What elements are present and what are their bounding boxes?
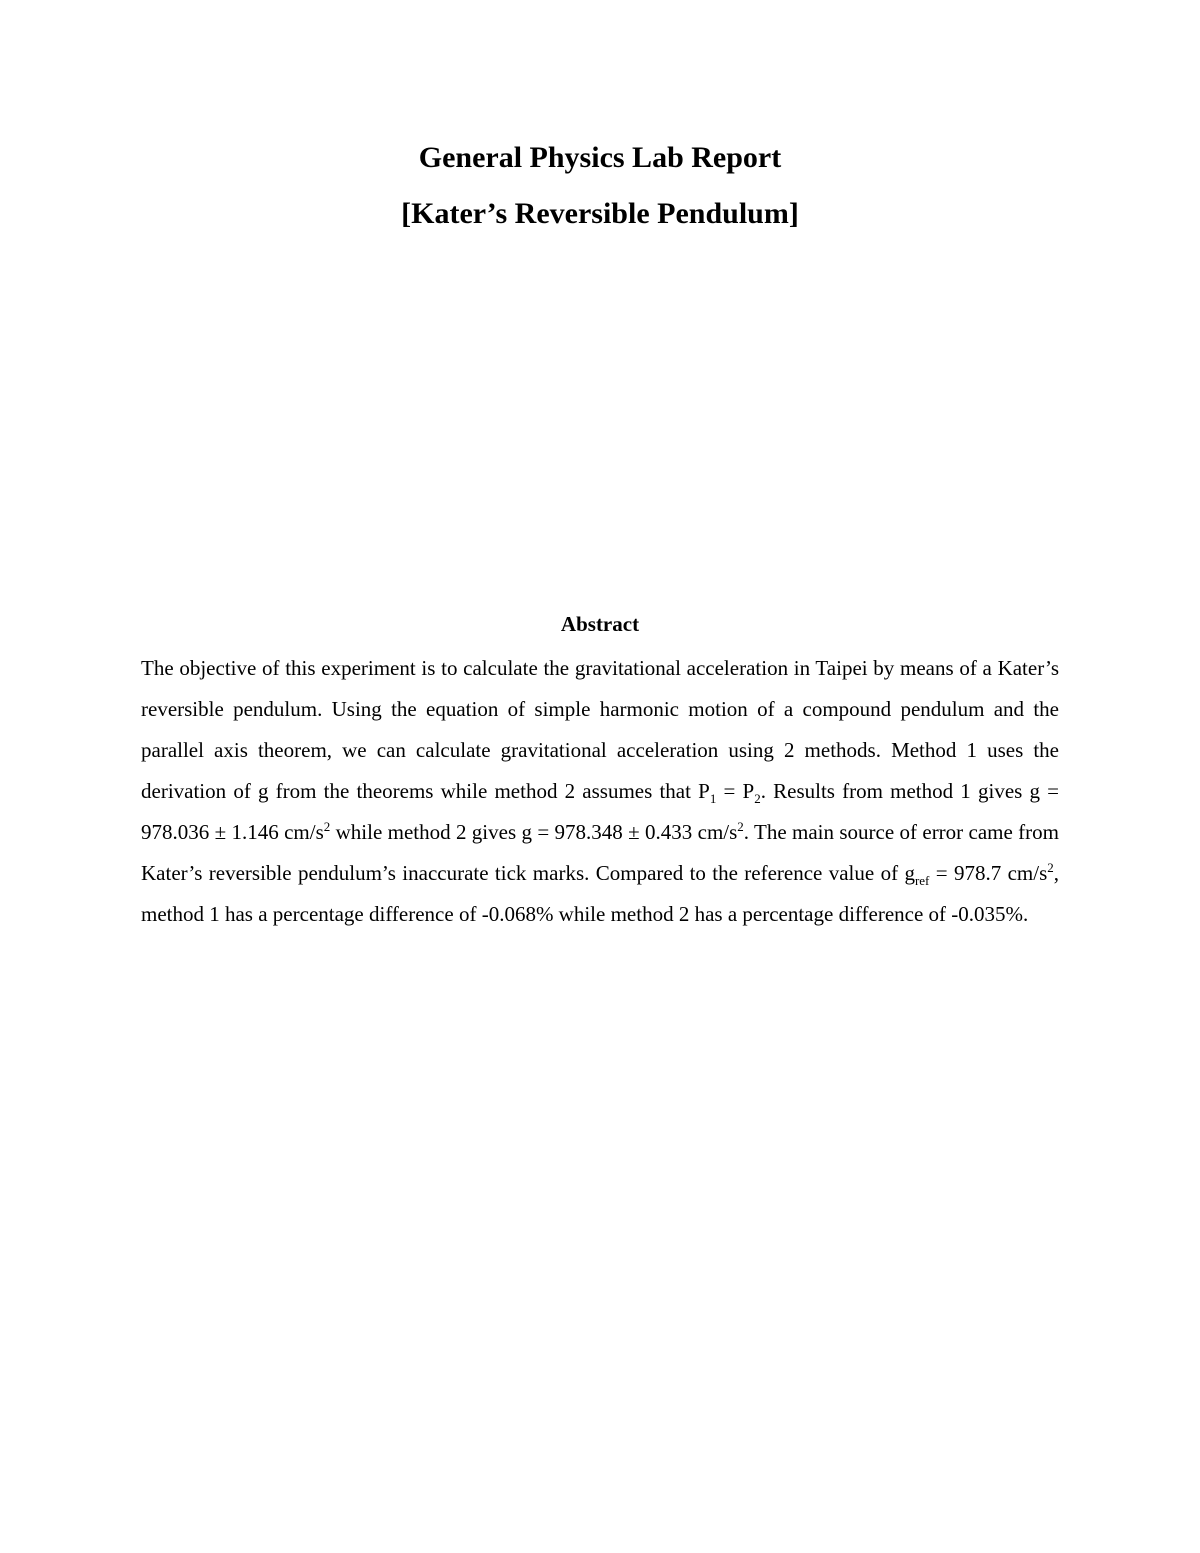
abstract-text-6: = 978.7 cm/s xyxy=(929,861,1048,885)
superscript-squared-2: 2 xyxy=(737,819,744,834)
abstract-text-4: while method 2 gives g = 978.348 ± 0.433 cm/s xyxy=(330,820,738,844)
title-block xyxy=(0,138,1200,234)
abstract-text-2: = P xyxy=(716,779,755,803)
abstract-text-3: . Results from method 1 gives g = 978.036 ± 1.146 cm/s xyxy=(141,779,1060,844)
subscript-p1: 1 xyxy=(709,791,717,807)
subscript-p2: 2 xyxy=(754,791,761,807)
abstract-text-1: The objective of this experiment is to calculate the gravitational acceleration in Taipei by means of a Kater’s reversible pendulum. Using the equation of simple harmonic motion of a compound pendulum and the parallel axis theorem, we can calculate gravitational acceleration using 2 methods. Method 1 uses the derivation of g from the theorems while method 2 assumes that P xyxy=(141,656,1059,803)
page-title: General Physics Lab Report xyxy=(418,141,782,174)
superscript-squared-1: 2 xyxy=(323,819,331,834)
page-subtitle: [Kater’s Reversible Pendulum] xyxy=(401,197,799,230)
abstract-heading: Abstract xyxy=(560,612,640,636)
subscript-ref: ref xyxy=(914,873,930,889)
abstract-text-7: , method 1 has a percentage difference of -0.068% while method 2 has a percentage difference of -0.035%. xyxy=(141,861,1059,926)
abstract-paragraph xyxy=(141,648,1059,935)
superscript-squared-3: 2 xyxy=(1047,860,1054,875)
abstract-text-5: . The main source of error came from Kater’s reversible pendulum’s inaccurate tick marks. Compared to the reference value of g xyxy=(141,820,1059,885)
